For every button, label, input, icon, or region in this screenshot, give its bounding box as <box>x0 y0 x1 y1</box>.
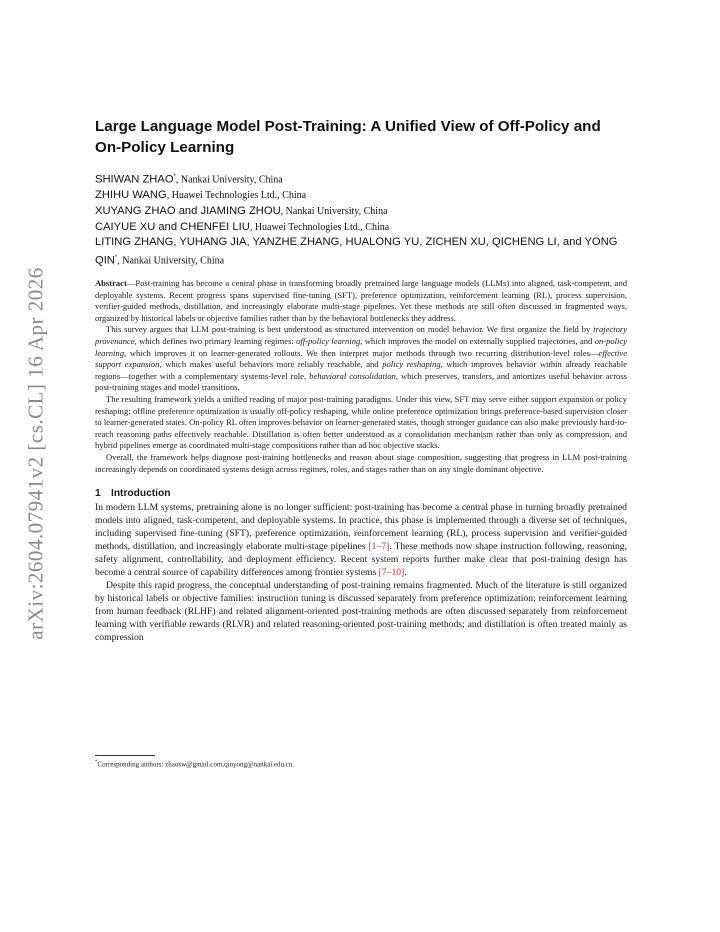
footnote-mark: * <box>95 760 98 765</box>
text-run: , which improves it on learner-generated rollouts. We then interpret major methods through two recurring distribution-level roles— <box>123 347 599 358</box>
paper-first-page <box>95 116 627 645</box>
author-names: LITING ZHANG, YUHANG JIA, YANZHE ZHANG, HUALONG YU, ZICHEN XU, QICHENG LI, and YONG QIN <box>95 236 618 267</box>
section-heading <box>95 488 627 499</box>
author-line <box>95 170 627 188</box>
emphasized-term: off-policy learning <box>296 336 361 346</box>
author-line <box>95 188 627 204</box>
author-names: SHIWAN ZHAO <box>95 173 174 186</box>
abstract-paragraph <box>95 324 627 394</box>
arxiv-identifier-text: arXiv:2604.07941v2 [cs.CL] 16 Apr 2026 <box>23 266 48 640</box>
emphasized-term: policy reshaping <box>382 359 441 370</box>
footnote-text: Corresponding authors: zhaosw@gmail.com,qinyong@nankai.edu.cn. <box>97 760 295 769</box>
arxiv-identifier-stamp <box>18 258 54 648</box>
text-run: . These methods now shape instruction following, reasoning, safety alignment, controllability, and deployment efficiency. Recent system reports further make clear that post-training design has become a central source of capability differences among frontier systems <box>95 540 627 578</box>
body-paragraph: Despite this rapid progress, the conceptual understanding of post-training remains fragmented. Much of the literature is still organized by historical labels or objective families: instruction tuning is discussed separately from preference optimization; reinforcement learning from human feedback (RLHF) and related alignment-oriented post-training methods are often discussed separately from reinforcement learning with verifiable rewards (RLVR) and related reasoning-oriented post-training methods; and distillation is often treated mainly as compression <box>95 579 627 643</box>
section-number: 1 <box>95 488 101 500</box>
abstract-label: Abstract <box>95 278 127 289</box>
text-run: , which improves the model on externally supplied trajectories, and <box>360 336 595 346</box>
abstract-paragraph <box>95 278 627 324</box>
footnote <box>95 760 294 768</box>
author-affiliation: , Huawei Technologies Ltd., China <box>249 221 390 233</box>
text-run: , which makes useful behaviors more reliably reachable, and <box>159 359 383 370</box>
emphasized-term: on-policy learning <box>95 336 627 358</box>
author-affiliation: , Nankai University, China <box>280 205 388 217</box>
text-run: , which preserves, transfers, and amortizes useful behavior across post-training stages and model transitions. <box>95 370 627 393</box>
body-paragraph <box>95 502 627 580</box>
citation-link[interactable]: [7–10] <box>378 566 405 578</box>
text-run: . <box>404 566 407 578</box>
abstract-paragraph: Overall, the framework helps diagnose post-training bottlenecks and reason about stage composition, suggesting that progress in LLM post-training increasingly depends on coordinated systems design across regimes, roles, and stages rather than on any single dominant objective. <box>95 451 627 474</box>
footnote-divider <box>95 755 155 756</box>
author-line <box>95 220 627 236</box>
author-affiliation: , Huawei Technologies Ltd., China <box>166 190 307 202</box>
author-names: XUYANG ZHAO and JIAMING ZHOU <box>95 204 281 217</box>
author-affiliation: , Nankai University, China <box>175 174 283 186</box>
text-run: This survey argues that LLM post-training is best understood as structured intervention on model behavior. We first organize the field by <box>106 324 594 335</box>
emphasized-term: behavioral consolidation <box>309 370 396 381</box>
abstract-text: —Post-training has become a central phase in transforming broadly pretrained large language models (LLMs) into aligned, task-competent, and deployable systems. Recent progress spans supervised fine-tuning (SFT), preference optimization, reinforcement learning (RL), process supervision, verifier-guided methods, distillation, and increasingly elaborate multi-stage pipelines. Yet these methods are still often discussed in fragmented ways, organized by historical labels or objective families rather than by the behavioral bottlenecks they address. <box>95 278 627 323</box>
abstract <box>95 278 627 475</box>
emphasized-term: trajectory provenance <box>95 324 627 346</box>
corresponding-mark: * <box>173 174 176 180</box>
author-affiliation: , Nankai University, China <box>117 255 225 267</box>
section-title: Introduction <box>111 488 171 500</box>
introduction-body <box>95 502 627 644</box>
citation-link[interactable]: [1–7] <box>368 540 390 552</box>
emphasized-term: effective support expansion <box>95 347 627 370</box>
author-line <box>95 204 627 220</box>
author-names: CAIYUE XU and CHENFEI LIU <box>95 220 250 233</box>
paper-title: Large Language Model Post-Training: A Unified View of Off-Policy and On-Policy Learning <box>95 118 601 156</box>
text-run: , which defines two primary learning regimes: <box>134 336 297 346</box>
abstract-paragraph: The resulting framework yields a unified reading of major post-training paradigms. Under this view, SFT may serve either support expansion or policy reshaping; offline preference optimization is usually off-policy reshaping, while online preference optimization brings preference-based supervision closer to learner-generated states. On-policy RL often improves behavior on learner-generated states, though stronger guidance can also make previously hard-to-reach reasoning paths effectively reachable. Distillation is often better understood as a consolidation mechanism rather than only as compression, and hybrid pipelines emerge as coordinated multi-stage compositions rather than ad hoc objective stacks. <box>95 393 627 451</box>
corresponding-mark: * <box>114 254 118 261</box>
author-line <box>95 235 627 269</box>
author-list <box>95 170 627 269</box>
text-run: , which improves behavior within already reachable regions—together with a complementary systems-level role, <box>95 359 628 381</box>
author-names: ZHIHU WANG <box>95 189 167 202</box>
text-run: In modern LLM systems, pretraining alone is no longer sufficient: post-training has become a central phase in turning broadly pretrained models into aligned, task-competent, and deployable systems. In practice, this phase is implemented through a diverse set of techniques, including supervised fine-tuning (SFT), preference optimization, reinforcement learning (RL), process supervision and verifier-guided methods, distillation, and increasingly elaborate multi-stage pipelines <box>95 502 627 552</box>
